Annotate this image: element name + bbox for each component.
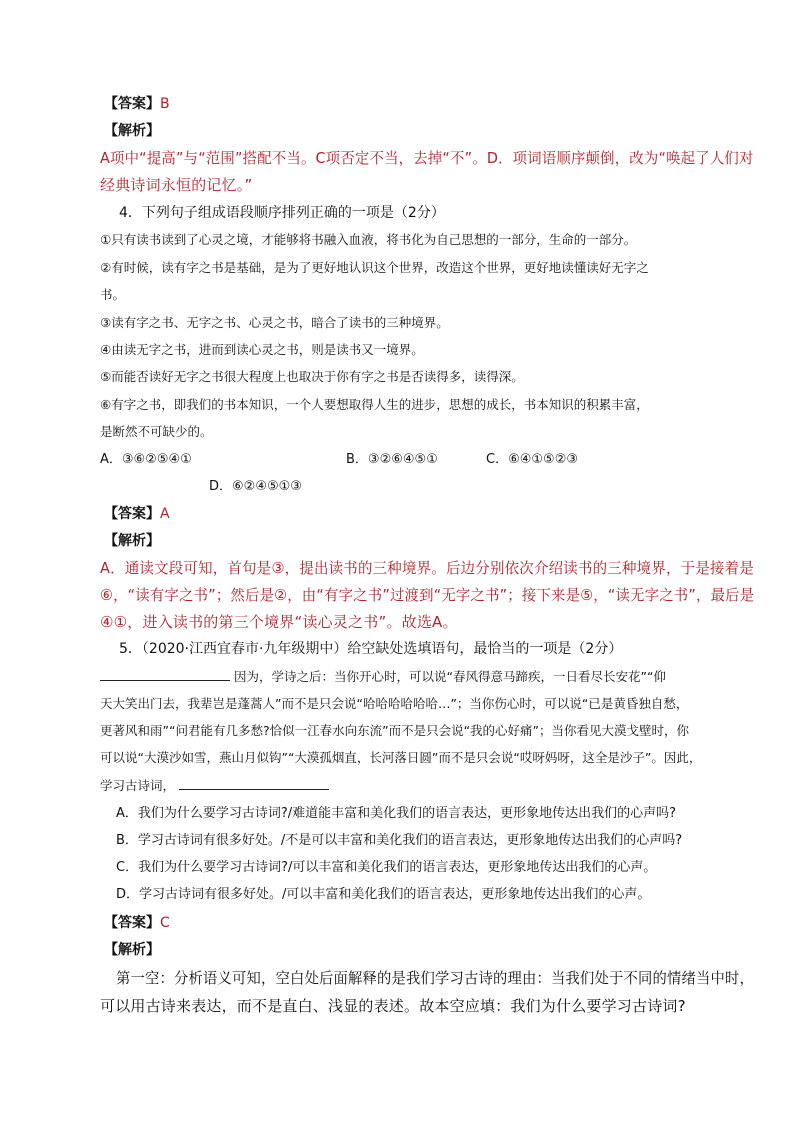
q3-analysis-line-1: A项中“提高”与“范围”搭配不当。C项否定不当，去掉“不”。D．项词语顺序颠倒，改为“唤起了人们对 (100, 149, 754, 167)
q5-option-c: C．我们为什么要学习古诗词?/可以丰富和美化我们的语言表达，更形象地传达出我们的心声。 (116, 860, 657, 875)
q4-option-d: D．⑥②④⑤①③ (209, 479, 302, 494)
q5-passage-line-2: 天大笑出门去，我辈岂是蓬蒿人”而不是只会说“哈哈哈哈哈哈…”；当你伤心时，可以说“已是黄昏独自愁， (100, 696, 689, 711)
q3-answer (104, 93, 170, 115)
q5-passage-line-3: 更著风和雨”“问君能有几多愁?恰似一江春水向东流”而不是只会说“我的心好痛”；当你看见大漠戈壁时，你 (100, 723, 690, 738)
q5-passage-line-1 (100, 666, 666, 688)
q4-analysis-line-1: A．通读文段可知，首句是③，提出读书的三种境界。后边分别依次介绍读书的三种境界，于是接着是 (100, 559, 754, 577)
q4-analysis-line-3: ④①，进入读书的第三个境界“读心灵之书”。故选A。 (100, 613, 458, 631)
q4-sentence-1: ①只有读书读到了心灵之境，才能够将书融入血液，将书化为自己思想的一部分，生命的一部分。 (100, 232, 637, 247)
q4-stem: 4．下列句子组成语段顺序排列正确的一项是（2分） (119, 205, 445, 221)
q4-option-b: B．③②⑥④⑤① (346, 452, 438, 467)
answer-label: 【答案】 (104, 96, 160, 112)
q4-analysis-line-2: ⑥，“读有字之书”；然后是②，由“有字之书”过渡到“无字之书”；接下来是⑤，“读无字之书”，最后是 (100, 586, 755, 604)
answer-label: 【答案】 (104, 915, 160, 931)
q4-sentence-2: ②有时候，读有字之书是基础，是为了更好地认识这个世界，改造这个世界，更好地读懂读好无字之 (100, 260, 649, 275)
fill-blank-1 (100, 666, 230, 681)
q5-option-d: D．学习古诗词有很多好处。/可以丰富和美化我们的语言表达，更形象地传达出我们的心声。 (116, 887, 651, 902)
q4-sentence-6-cont: 是断然不可缺少的。 (100, 424, 213, 439)
q4-sentence-2-cont: 书。 (100, 287, 126, 302)
answer-value: A (160, 506, 170, 522)
q5-answer (104, 912, 170, 934)
answer-label: 【答案】 (104, 506, 160, 522)
q4-answer (104, 503, 170, 525)
q5-analysis-line-1: 第一空：分析语义可知，空白处后面解释的是我们学习古诗的理由：当我们处于不同的情绪当中时， (116, 969, 755, 987)
q5-passage-line-4: 可以说“大漠沙如雪，燕山月似钩”“大漠孤烟直，长河落日圆”而不是只会说“哎呀妈呀，这全是沙子”。因此， (100, 750, 702, 765)
q5-passage-text: 学习古诗词， (100, 778, 176, 793)
q3-analysis-label: 【解析】 (104, 123, 160, 139)
q5-stem: 5．（2020·江西宜春市·九年级期中）给空缺处选填语句，最恰当的一项是（2分） (119, 641, 623, 657)
q5-passage-text: 因为，学诗之后：当你开心时，可以说“春风得意马蹄疾，一日看尽长安花”“仰 (234, 669, 666, 684)
q5-analysis-line-2: 可以用古诗来表达，而不是直白、浅显的表述。故本空应填：我们为什么要学习古诗词? (100, 997, 686, 1015)
answer-value: C (160, 915, 170, 931)
q5-option-b: B．学习古诗词有很多好处。/不是可以丰富和美化我们的语言表达，更形象地传达出我们的心声吗? (116, 833, 683, 848)
q4-sentence-4: ④由读无字之书，进而到读心灵之书，则是读书又一境界。 (100, 342, 424, 357)
fill-blank-2 (179, 775, 329, 790)
q5-passage-line-5 (100, 775, 329, 797)
q4-sentence-3: ③读有字之书、无字之书、心灵之书，暗合了读书的三种境界。 (100, 315, 449, 330)
q4-option-a: A．③⑥②⑤④① (100, 452, 192, 467)
q4-sentence-5: ⑤而能否读好无字之书很大程度上也取决于你有字之书是否读得多，读得深。 (100, 369, 524, 384)
q4-analysis-label: 【解析】 (104, 533, 160, 549)
q3-analysis-line-2: 经典诗词永恒的记忆。” (100, 176, 253, 194)
answer-value: B (160, 96, 170, 112)
q5-analysis-label: 【解析】 (104, 942, 160, 958)
q4-sentence-6: ⑥有字之书，即我们的书本知识，一个人要想取得人生的进步，思想的成长，书本知识的积累丰富， (100, 397, 649, 412)
q5-option-a: A．我们为什么要学习古诗词?/难道能丰富和美化我们的语言表达，更形象地传达出我们的心声吗? (116, 806, 677, 821)
q4-option-c: C．⑥④①⑤②③ (486, 452, 579, 467)
